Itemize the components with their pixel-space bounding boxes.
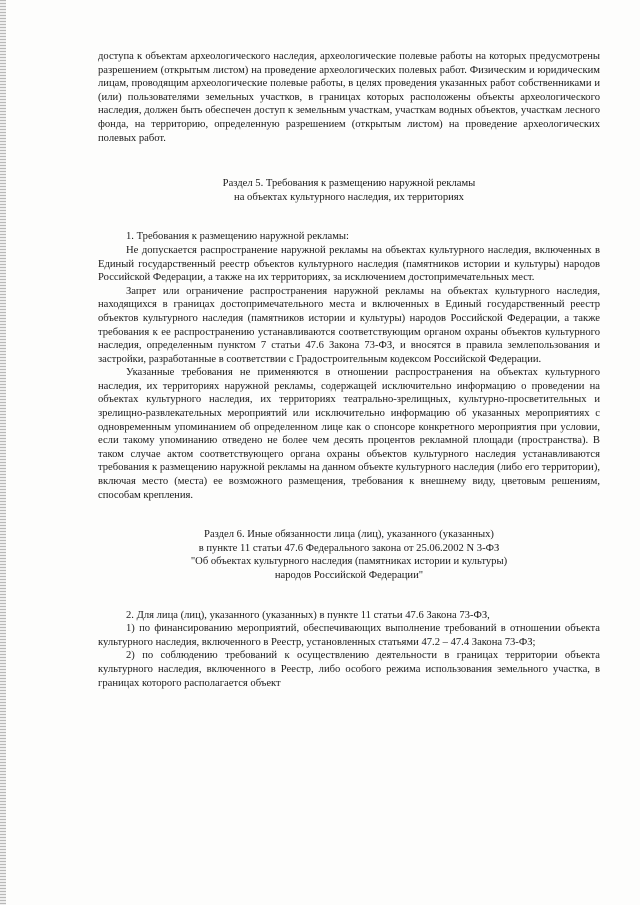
document-body (98, 50, 600, 690)
section-6-title-line-4: народов Российской Федерации" (274, 570, 424, 581)
paragraph-archaeology-access: доступа к объектам археологического наследия, археологические полевые работы на которых предусмотрены разрешением (открытым листом) на проведение археологических полевых работ. Физическим и юридическим лицам, проводящим археологические полевые работы, в целях проведения указанных работ собственниками и (или) пользователями земельных участков, в границах которых расположены объекты археологического наследия, должен быть обеспечен доступ к земельным участкам, участкам водных объектов, участкам лесного фонда, на территорию, определенную разрешением (открытым листом) на проведение археологических полевых работ. (98, 51, 600, 144)
paragraph-advert-restriction: Запрет или ограничение распространения наружной рекламы на объектах культурного наследия, находящихся в границах достопримечательного места и включенных в Единый государственный реестр объектов культурного наследия (памятников истории и культуры) народов Российской Федерации, а также требования к ее распространению устанавливаются соответствующим органом охраны объектов культурного наследия, определенным пунктом 7 статьи 47.6 Закона 73-ФЗ, и вносятся в правила землепользования и застройки, разработанные в соответствии с Градостроительным кодексом Российской Федерации. (98, 285, 600, 365)
section-5-title-line-1: Раздел 5. Требования к размещению наружной рекламы (222, 178, 476, 190)
section-6-title-line-3: "Об объектах культурного наследия (памятниках истории и культуры) (190, 556, 508, 568)
item-2-heading: 2. Для лица (лиц), указанного (указанных) в пункте 11 статьи 47.6 Закона 73-ФЗ, (126, 609, 490, 621)
paragraph-advert-exceptions: Указанные требования не применяются в отношении распространения на объектах культурного наследия, их территориях наружной рекламы, содержащей исключительно информацию о проведении на объектах культурного наследия, их территориях театрально-зрелищных, культурно-просветительных и зрелищно-развлекательных мероприятий или исключительно информацию об указанных мероприятиях с одновременным упоминанием об определенном лице как о спонсоре конкретного мероприятия при условии, если такому упоминанию отведено не более чем десять процентов рекламной площади (пространства). В таком случае актом соответствующего органа охраны объектов культурного наследия устанавливаются требования к размещению наружной рекламы на данном объекте культурного наследия (либо его территории), включая место (места) ее возможного размещения, требования к внешнему виду, цветовым решениям, способам крепления. (98, 367, 600, 501)
paragraph-advert-prohibition: Не допускается распространение наружной рекламы на объектах культурного наследия, включенных в Единый государственный реестр объектов культурного наследия (памятников истории и культуры) народов Российской Федерации, а также на их территориях, за исключением достопримечательных мест. (98, 244, 600, 284)
section-5-title-line-2: на объектах культурного наследия, их территориях (234, 191, 464, 203)
section-6-title-line-2: в пункте 11 статьи 47.6 Федерального закона от 25.06.2002 N 3-ФЗ (198, 542, 500, 554)
item-1-heading: 1. Требования к размещению наружной рекламы: (126, 231, 349, 243)
subitem-2: 2) по соблюдению требований к осуществлению деятельности в границах территории объекта культурного наследия, включенного в Реестр, либо особого режима использования земельного участка, в границах которого располагается объект (98, 650, 600, 689)
scan-edge (0, 0, 6, 905)
subitem-1: 1) по финансированию мероприятий, обеспечивающих выполнение требований в отношении объекта культурного наследия, включенного в Реестр, установленных статьями 47.2 – 47.4 Закона 73-ФЗ; (98, 623, 600, 648)
section-6-title-line-1: Раздел 6. Иные обязанности лица (лиц), указанного (указанных) (204, 529, 494, 541)
